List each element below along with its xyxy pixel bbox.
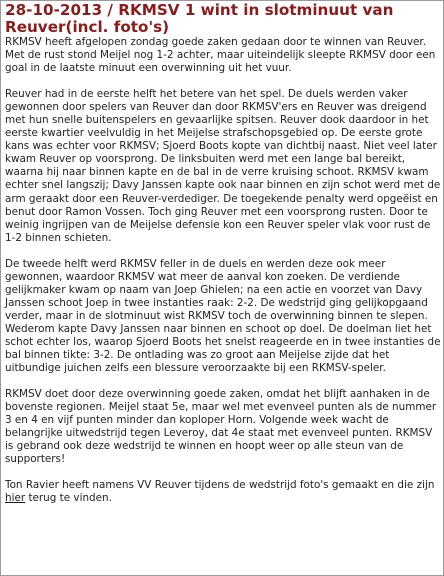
article-paragraph-4: RKMSV doet door deze overwinning goede zaken, omdat het blijft aanhaken in de bovenste regionen. Meijel staat 5e, maar wel met evenveel punten als de nummer 3 en 4 en vijf punten minder dan koploper Horn. Volgende week wacht de belangrijke uitwedstrijd tegen Leveroy, dat 4e staat met evenveel punten. RKMSV is gebrand ook deze wedstrijd te winnen en hoopt weer op alle steun van de supporters!: [5, 388, 437, 466]
article: [5, 2, 441, 506]
article-paragraph-3: De tweede helft werd RKMSV feller in de duels en werden deze ook meer gewonnen, waardoor RKMSV wat meer de aanval kon zoeken. De verdiende gelijkmaker kwam op naam van Joep Ghielen; na een actie en voorzet van Davy Janssen schoot Joep in twee instanties raak: 2-2. De wedstrijd ging gelijkopgaand verder, maar in de slotminuut wist RKMSV toch de overwinning binnen te slepen. Wederom kapte Davy Janssen naar binnen en schoot op doel. De doelman liet het schot echter los, waarop Sjoerd Boots het snelst reageerde en in twee instanties de bal binnen tikte: 3-2. De ontlading was zo groot aan Meijelse zijde dat het uitbundige juichen zelfs een blessure veroorzaakte bij een RKMSV-speler.: [5, 257, 441, 375]
article-title: [5, 2, 441, 36]
article-paragraph-2: Reuver had in de eerste helft het betere van het spel. De duels werden vaker gewonnen door spelers van Reuver dan door RKMSV'ers en Reuver was dreigend met hun snelle buitenspelers en gevaarlijke spitsen. Reuver dook daardoor in het eerste kwartier veelvuldig in het Meijelse strafschopsgebied op. De eerste grote kans was echter voor RKMSV; Sjoerd Boots kopte van dichtbij naast. Niet veel later kwam Reuver op voorsprong. De linksbuiten werd met een lange bal bereikt, waarna hij naar binnen kapte en de bal in de verre kruising schoot. RKMSV kwam echter snel langszij; Davy Janssen kapte ook naar binnen en zijn schot werd met de arm geraakt door een Reuver-verdediger. De toegekende penalty werd opgeëist en benut door Ramon Vossen. Toch ging Reuver met een voorsprong rusten. Door te weinig ingrijpen van de Meijelse defensie kon een Reuver speler vlak voor rust de 1-2 binnen schieten.: [5, 88, 441, 244]
photos-link[interactable]: hier: [5, 492, 26, 505]
article-paragraph-1: RKMSV heeft afgelopen zondag goede zaken gedaan door te winnen van Reuver. Met de rust stond Meijel nog 1-2 achter, maar uiteindelijk sleepte RKMSV door een goal in de laatste minuut een overwinning uit het vuur.: [5, 36, 436, 75]
closing-text-after-link: terug te vinden.: [25, 492, 112, 505]
article-body: [5, 36, 441, 506]
closing-text-before-link: Ton Ravier heeft namens VV Reuver tijdens de wedstrijd foto's gemaakt en die zijn: [5, 479, 435, 492]
article-title-line-1: 28-10-2013 / RKMSV 1 wint in slotminuut van: [5, 1, 394, 19]
article-title-line-2: Reuver(incl. foto's): [5, 18, 170, 36]
article-closing-paragraph: [5, 479, 441, 505]
